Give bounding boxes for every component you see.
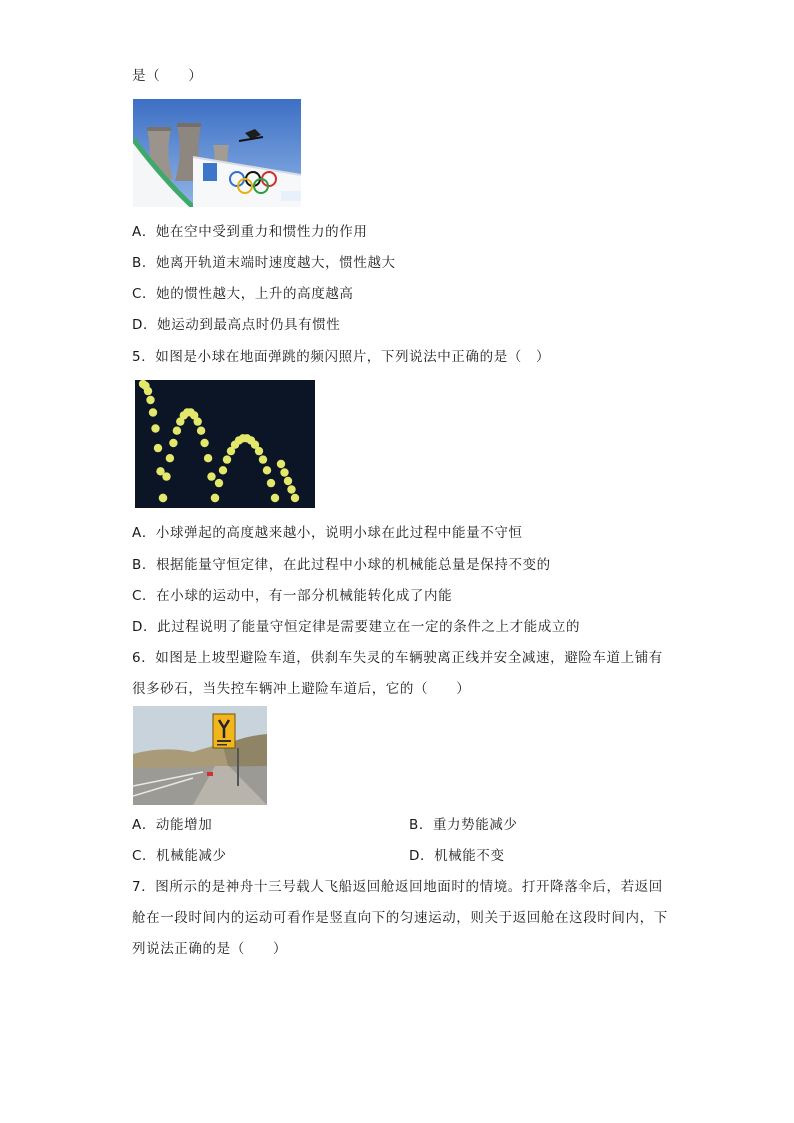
q5-option-d: D．此过程说明了能量守恒定律是需要建立在一定的条件之上才能成立的	[132, 619, 581, 635]
ball-image	[197, 427, 205, 435]
q5-option-a: A．小球弹起的高度越来越小，说明小球在此过程中能量不守恒	[132, 525, 523, 541]
q6-stem-line1: 6．如图是上坡型避险车道，供刹车失灵的车辆驶离正线并安全减速，避险车道上铺有	[132, 650, 663, 666]
ball-image	[194, 417, 202, 425]
q6-option-a: A．动能增加	[132, 817, 213, 833]
ball-image	[271, 494, 279, 502]
ball-image	[200, 439, 208, 447]
ball-image	[207, 472, 215, 480]
q4-stem-tail: 是（ ）	[132, 68, 203, 84]
q6-stem-line2: 很多砂石，当失控车辆冲上避险车道后，它的（ ）	[132, 681, 471, 697]
q7-stem-line3: 列说法正确的是（ ）	[132, 941, 288, 957]
ball-image	[267, 479, 275, 487]
ball-image	[211, 494, 219, 502]
ball-image	[255, 447, 263, 455]
q6-option-d: D．机械能不变	[409, 848, 505, 864]
q6-option-c: C．机械能减少	[132, 848, 227, 864]
q5-option-b: B．根据能量守恒定律，在此过程中小球的机械能总量是保持不变的	[132, 557, 551, 573]
q4-option-b: B．她离开轨道末端时速度越大，惯性越大	[132, 255, 396, 271]
ball-image	[204, 454, 212, 462]
ball-image	[162, 472, 170, 480]
ball-image	[259, 455, 267, 463]
ball-image	[287, 485, 295, 493]
ball-image	[159, 494, 167, 502]
q7-stem-line2: 舱在一段时间内的运动可看作是竖直向下的匀速运动，则关于返回舱在这段时间内，下	[132, 910, 668, 926]
q5-option-c: C．在小球的运动中，有一部分机械能转化成了内能	[132, 588, 453, 604]
ball-image	[146, 396, 154, 404]
ball-image	[215, 479, 223, 487]
ball-image	[169, 439, 177, 447]
ball-image	[144, 387, 152, 395]
q7-stem-line1: 7．图所示的是神舟十三号载人飞船返回舱返回地面时的情境。打开降落伞后，若返回	[132, 879, 663, 895]
ball-image	[151, 424, 159, 432]
bouncing-ball-photo	[135, 380, 315, 508]
q6-option-b: B．重力势能减少	[409, 817, 518, 833]
ball-image	[291, 494, 299, 502]
ball-image	[154, 444, 162, 452]
q4-option-d: D．她运动到最高点时仍具有惯性	[132, 317, 341, 333]
ball-image	[263, 466, 271, 474]
ball-image	[223, 455, 231, 463]
ball-image	[149, 408, 157, 416]
ball-image	[173, 427, 181, 435]
q4-option-c: C．她的惯性越大，上升的高度越高	[132, 286, 354, 302]
escape-ramp-photo	[133, 706, 267, 805]
ski-jump-photo	[133, 99, 301, 207]
q4-option-a: A．她在空中受到重力和惯性力的作用	[132, 224, 368, 240]
ball-image	[284, 477, 292, 485]
ball-image	[277, 460, 285, 468]
ball-image	[219, 466, 227, 474]
ball-image	[166, 454, 174, 462]
ball-image	[280, 468, 288, 476]
q5-stem: 5．如图是小球在地面弹跳的频闪照片，下列说法中正确的是（ ）	[132, 349, 551, 365]
